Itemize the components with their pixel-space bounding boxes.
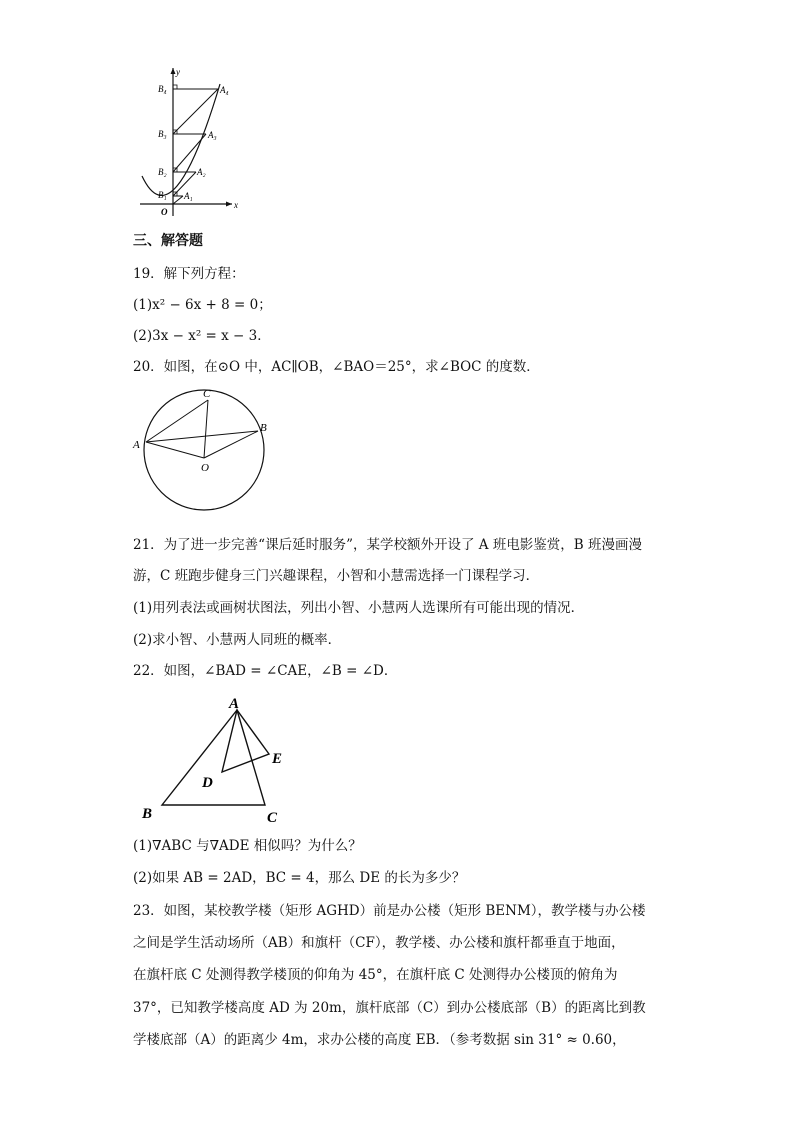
label-c: C (203, 388, 211, 400)
label-a: A (133, 439, 140, 451)
segment-ao (146, 442, 204, 458)
circle-o (144, 390, 264, 510)
label-e: E (272, 751, 283, 767)
q21-part2: (2)求小智、小慧两人同班的概率． (133, 632, 342, 648)
segment-ab (146, 431, 258, 442)
label-a4: A₄ (220, 85, 229, 95)
label-y: y (176, 67, 180, 77)
label-a2: A₂ (197, 167, 206, 177)
label-b: B (260, 422, 267, 434)
q23-line1: 23．如图，某校教学楼（矩形 AGHD）前是办公楼（矩形 BENM），教学楼与办公楼 (133, 903, 646, 919)
label-b2: B₂ (158, 167, 167, 177)
q21-line2: 游，C 班跑步健身三门兴趣课程，小智和小慧需选择一门课程学习． (133, 568, 540, 584)
section-title: 三、解答题 (133, 233, 203, 249)
q19-part1: (1)x² − 6x + 8 = 0； (133, 297, 272, 313)
parabola-diagram (140, 62, 250, 222)
y-axis-arrow (171, 68, 176, 74)
label-x: x (234, 200, 238, 210)
q21-line1: 21．为了进一步完善“课后延时服务”，某学校额外开设了 A 班电影鉴赏，B 班漫画漫 (133, 537, 643, 553)
q21-part1: (1)用列表法或画树状图法，列出小智、小慧两人选课所有可能出现的情况． (133, 600, 585, 616)
segment-o-a1 (173, 196, 183, 204)
q22-stem: 22．如图，∠BAD = ∠CAE，∠B = ∠D． (133, 663, 398, 679)
label-b: B (142, 806, 153, 822)
label-b4: B₄ (158, 84, 167, 94)
q23-line4: 37°，已知教学楼高度 AD 为 20m，旗杆底部（C）到办公楼底部（B）的距离比到教 (133, 1000, 646, 1016)
figure-parabola-staircase (140, 62, 250, 222)
label-o: O (161, 207, 168, 217)
label-b3: B₃ (158, 129, 167, 139)
segment-co (204, 400, 208, 458)
segment-ac (146, 400, 208, 442)
label-d: D (202, 775, 213, 791)
label-c: C (267, 810, 278, 826)
x-axis-arrow (226, 202, 232, 207)
triangles-diagram (135, 692, 295, 827)
circle-diagram (130, 384, 275, 524)
figure-circle (130, 384, 275, 524)
q19-stem: 19．解下列方程： (133, 266, 245, 282)
label-o: O (201, 462, 209, 474)
label-b1: B₁ (158, 190, 167, 200)
right-angle-mark-b4 (173, 85, 177, 89)
q23-line2: 之间是学生活动场所（AB）和旗杆（CF），教学楼、办公楼和旗杆都垂直于地面， (133, 935, 625, 951)
label-a: A (229, 696, 240, 712)
q19-part2: (2)3x − x² = x − 3． (133, 328, 271, 344)
q23-line3: 在旗杆底 C 处测得教学楼顶的仰角为 45°，在旗杆底 C 处测得办公楼顶的俯角为 (133, 967, 618, 983)
label-a1: A₁ (184, 191, 193, 201)
q22-part1: (1)∇ABC 与∇ADE 相似吗？为什么？ (133, 838, 362, 854)
q23-line5: 学楼底部（A）的距离少 4m，求办公楼的高度 EB．（参考数据 sin 31° ≈ 0.60， (133, 1032, 626, 1048)
label-a3: A₃ (208, 130, 217, 140)
figure-triangles (135, 692, 295, 827)
q20-stem: 20．如图，在⊙O 中，AC∥OB，∠BAO＝25°，求∠BOC 的度数． (133, 359, 540, 375)
q22-part2: (2)如果 AB = 2AD，BC = 4，那么 DE 的长为多少？ (133, 870, 466, 886)
triangle-abc (162, 710, 265, 805)
